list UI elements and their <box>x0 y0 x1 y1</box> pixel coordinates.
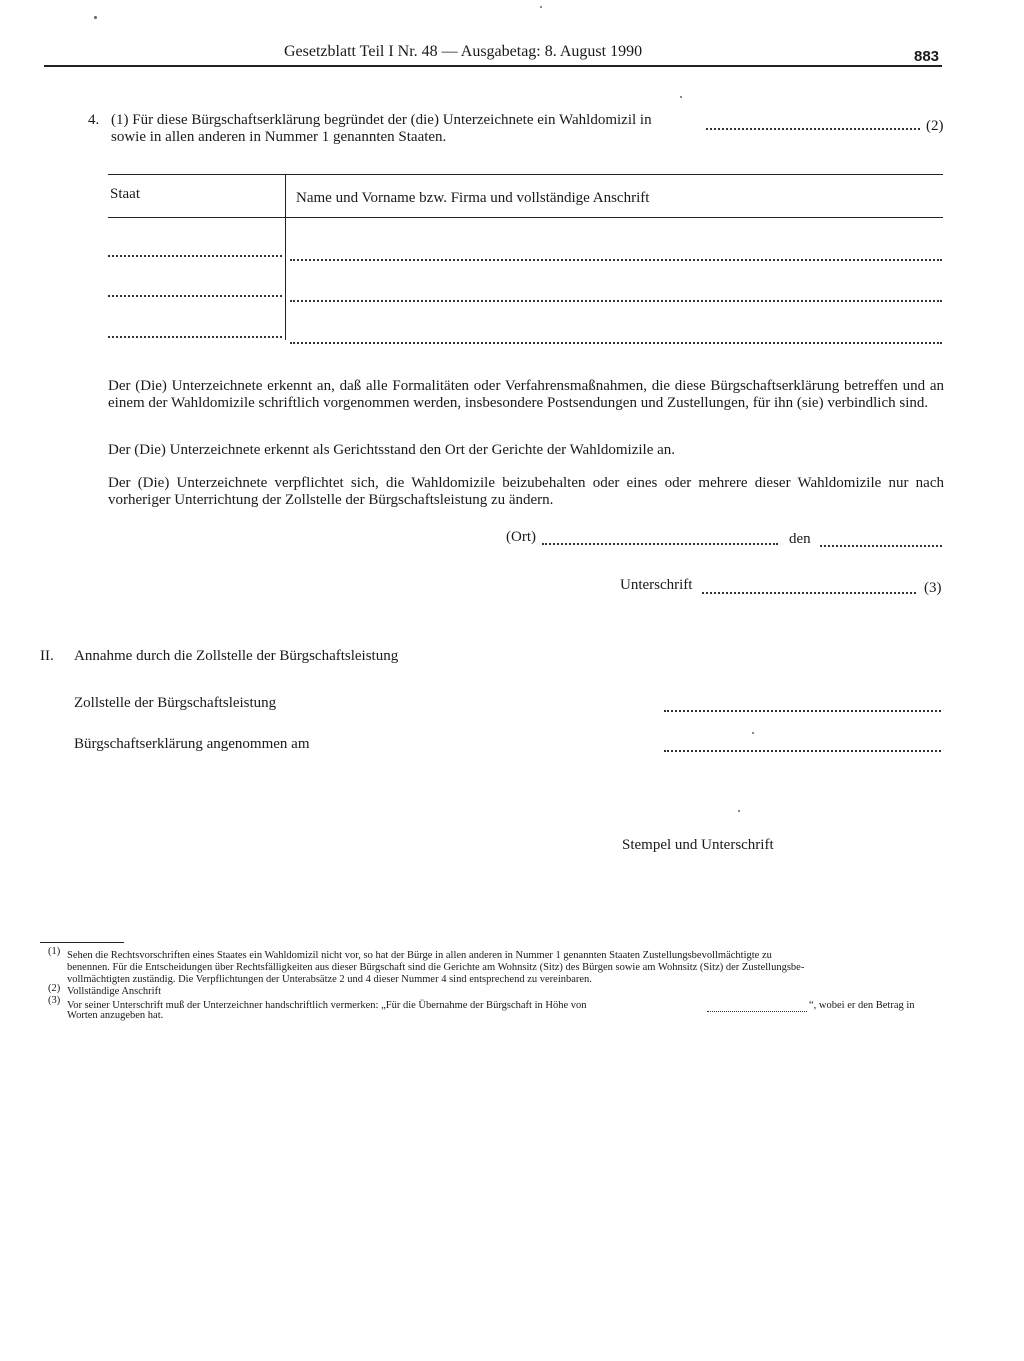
scan-speck <box>94 16 97 19</box>
paragraph-gerichtsstand: Der (Die) Unterzeichnete erkennt als Gerichtsstand den Ort der Gerichte der Wahldomizile an. <box>108 442 676 458</box>
scan-speck <box>752 732 754 734</box>
footnote-1-marker: (1) <box>48 946 61 957</box>
item4-number: 4. <box>88 112 100 128</box>
table-header-name: Name und Vorname bzw. Firma und vollständige Anschrift <box>296 190 650 206</box>
ort-dotted-line <box>542 543 778 545</box>
table-top-rule <box>108 174 943 175</box>
table-header-rule <box>108 217 943 218</box>
ort-label: (Ort) <box>506 529 536 545</box>
table-row-3-staat <box>108 336 282 338</box>
stempel-label: Stempel und Unterschrift <box>622 837 774 853</box>
table-row-2-staat <box>108 295 282 297</box>
running-header: Gesetzblatt Teil I Nr. 48 — Ausgabetag: 8. August 1990 <box>284 43 643 60</box>
table-row-1-name <box>290 259 942 261</box>
paragraph-verpflichtung: Der (Die) Unterzeichnete verpflichtet sich, die Wahldomizile beizubehalten oder eines oder mehrere dieser Wahldomizile nur nach vorheriger Unterrichtung der Zollstelle der Bürgschaftsleistung zu ändern. <box>108 475 944 508</box>
item4-line1-ref: (2) <box>926 118 944 134</box>
section-ii-title: Annahme durch die Zollstelle der Bürgschaftsleistung <box>74 648 399 664</box>
unterschrift-dotted-line <box>702 592 916 594</box>
footnote-3-line1a: Vor seiner Unterschrift muß der Unterzeichner handschriftlich vermerken: „Für die Übernahme der Bürgschaft in Höhe von <box>67 1000 587 1011</box>
unterschrift-label: Unterschrift <box>620 577 693 593</box>
table-header-staat: Staat <box>110 186 140 202</box>
zollstelle-dotted-line <box>664 710 941 712</box>
footnote-3-marker: (3) <box>48 995 61 1006</box>
item4-line1 <box>111 112 701 129</box>
footnote-1-line3: vollmächtigten zuständig. Die Verpflichtungen der Unterabsätze 2 und 4 dieser Nummer 4 sind entsprechend zu vereinbaren. <box>67 974 592 985</box>
paragraph-formalitaeten: Der (Die) Unterzeichnete erkennt an, daß alle Formalitäten oder Verfahrensmaßnahmen, die diese Bürgschaftserklärung betreffen und an einem der Wahldomizile schriftlich vorgenommen werden, insbesondere Postsendungen und Zustellungen, für ihn (sie) verbindlich sind. <box>108 378 944 411</box>
unterschrift-ref: (3) <box>924 580 942 596</box>
scan-speck <box>680 96 682 98</box>
footnote-2-text: Vollständige Anschrift <box>67 986 162 997</box>
item4-text-line2: sowie in allen anderen in Nummer 1 genannten Staaten. <box>111 129 447 145</box>
date-dotted-line <box>820 545 942 547</box>
footnote-3-amount-dotted-line <box>707 1011 807 1012</box>
footnote-1-line1: Sehen die Rechtsvorschriften eines Staates ein Wahldomizil nicht vor, so hat der Bürge in allen anderen in Nummer 1 genannten Staaten Zustellungsbevollmächtigte zu <box>67 950 772 961</box>
angenommen-dotted-line <box>664 750 941 752</box>
scan-speck <box>540 6 542 8</box>
scan-speck <box>738 810 740 812</box>
page-number: 883 <box>914 48 940 65</box>
item4-text-line1: Für diese Bürgschaftserklärung begründet der (die) Unterzeichnete ein Wahldomizil in <box>132 112 652 128</box>
zollstelle-label: Zollstelle der Bürgschaftsleistung <box>74 695 277 711</box>
item4-note-ref: (1) <box>111 112 129 128</box>
footnote-1-line2: benennen. Für die Entscheidungen über Rechtsfälligkeiten aus dieser Bürgschaft sind die Gerichte am Wohnsitz (Sitz) des Bürgen sowie am Wohnsitz (Sitz) der Zustellungsbe- <box>67 962 805 973</box>
footnote-2-marker: (2) <box>48 983 61 994</box>
wahldomizil-dotted-line <box>706 128 920 130</box>
den-label: den <box>789 531 811 547</box>
table-row-1-staat <box>108 255 282 257</box>
table-row-3-name <box>290 342 942 344</box>
header-rule <box>44 65 942 67</box>
angenommen-label: Bürgschaftserklärung angenommen am <box>74 736 310 752</box>
table-column-divider <box>285 174 286 340</box>
footnote-rule <box>40 942 124 943</box>
section-ii-number: II. <box>40 648 54 664</box>
table-row-2-name <box>290 300 942 302</box>
footnote-3-line2: Worten anzugeben hat. <box>67 1010 164 1021</box>
footnote-3-line1b: “, wobei er den Betrag in <box>809 1000 915 1011</box>
